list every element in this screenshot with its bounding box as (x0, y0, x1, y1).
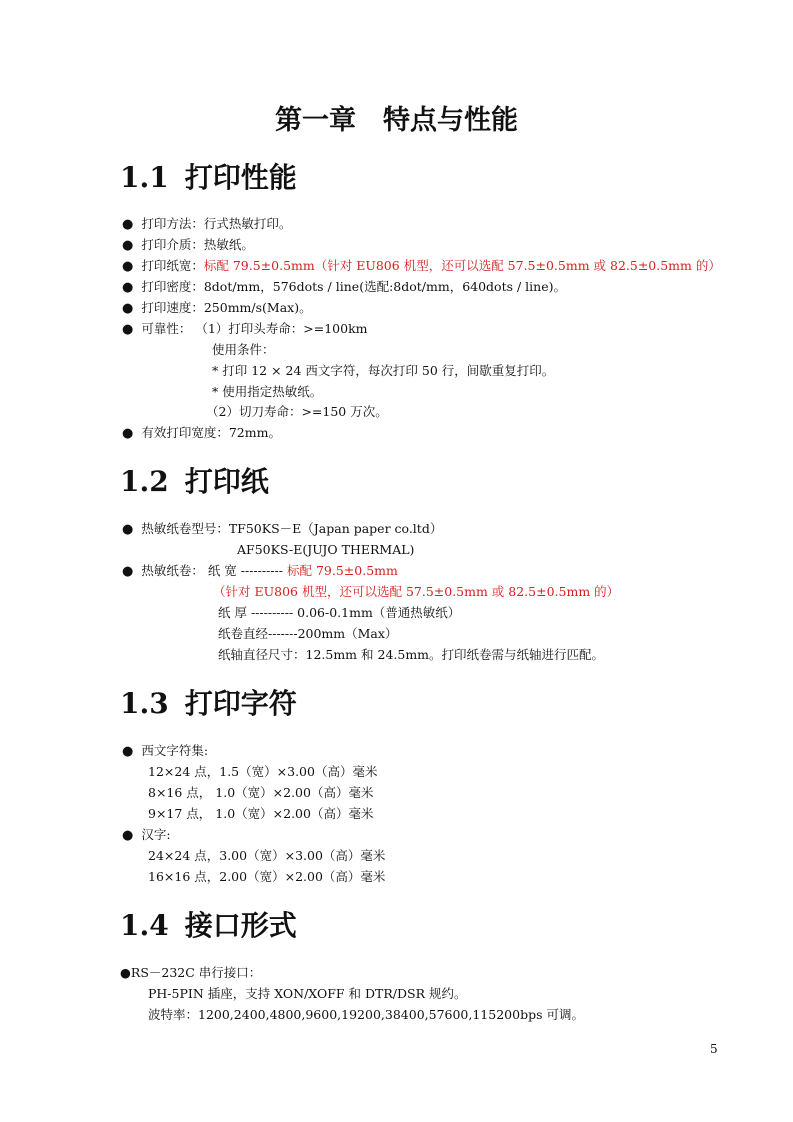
paper-thickness: 纸 厚 ---------- 0.06-0.1mm（普通热敏纸） (218, 605, 461, 620)
bullet-item-reliability: ● 可靠性： （1）打印头寿命：>=100km (122, 321, 368, 338)
paper-width-label: 打印纸宽： (141, 258, 204, 273)
bullet-item-print-density: ● 打印密度：8dot/mm，576dots / line(选配:8dot/mm，640dots / line)。 (122, 279, 566, 296)
paper-width-value: 标配 79.5±0.5mm（针对 EU806 机型，还可以选配 57.5±0.5mm 或 82.5±0.5mm 的） (203, 258, 721, 273)
section-heading-1-1 (120, 160, 297, 196)
bullet-item-effective-width: ● 有效打印宽度：72mm。 (122, 425, 281, 442)
bullet-item-paper-model: ● 热敏纸卷型号：TF50KS－E（Japan paper co.ltd） (122, 521, 442, 538)
rs232c-interface: ●RS－232C 串行接口： (120, 965, 262, 980)
interface-connector: PH-5PIN 插座，支持 XON/XOFF 和 DTR/DSR 规约。 (148, 986, 467, 1001)
baud-rate: 波特率：1200,2400,4800,9600,19200,38400,57600,115200bps 可调。 (148, 1007, 584, 1022)
bullet-item-print-method: ● 打印方法：行式热敏打印。 (122, 216, 291, 233)
section-number: 1.4 (120, 909, 169, 942)
section-heading-1-2 (120, 464, 269, 500)
chinese-font-16x16: 16×16 点，2.00（宽）×2.00（高）毫米 (148, 869, 386, 884)
section-number: 1.2 (120, 465, 169, 498)
paper-roll-width-note: （针对 EU806 机型，还可以选配 57.5±0.5mm 或 82.5±0.5mm 的） (213, 584, 620, 599)
section-title: 打印字符 (184, 687, 297, 720)
paper-roll-label: 热敏纸卷： 纸 宽 ---------- (141, 563, 287, 578)
chinese-font-24x24: 24×24 点，3.00（宽）×3.00（高）毫米 (148, 848, 386, 863)
bullet-item-paper-width (122, 258, 721, 275)
section-title: 打印性能 (184, 161, 297, 194)
cutter-life: （2）切刀寿命：>=150 万次。 (206, 404, 388, 419)
reliability-condition-1: * 打印 12 × 24 西文字符，每次打印 50 行，间歇重复打印。 (212, 363, 555, 378)
core-diameter: 纸轴直径尺寸：12.5mm 和 24.5mm。打印纸卷需与纸轴进行匹配。 (218, 647, 605, 662)
western-font-12x24: 12×24 点，1.5（宽）×3.00（高）毫米 (148, 764, 378, 779)
paper-model-alt: AF50KS-E(JUJO THERMAL) (237, 542, 415, 557)
bullet-item-print-speed: ● 打印速度：250mm/s(Max)。 (122, 300, 312, 317)
section-title: 打印纸 (184, 465, 269, 498)
section-number: 1.1 (120, 161, 169, 194)
western-font-8x16: 8×16 点， 1.0（宽）×2.00（高）毫米 (148, 785, 374, 800)
bullet-item-print-medium: ● 打印介质：热敏纸。 (122, 237, 254, 254)
reliability-conditions-label: 使用条件： (212, 342, 275, 357)
roll-diameter: 纸卷直经-------200mm（Max） (218, 626, 398, 641)
bullet-item-paper-roll (122, 563, 398, 580)
bullet-item-chinese-charset: ● 汉字: (122, 827, 171, 844)
section-number: 1.3 (120, 687, 169, 720)
section-heading-1-4 (120, 908, 297, 944)
chapter-title: 第一章 特点与性能 (275, 105, 518, 136)
page-number: 5 (710, 1042, 718, 1056)
paper-roll-width-value: 标配 79.5±0.5mm (286, 563, 398, 578)
bullet-item-western-charset: ● 西文字符集: (122, 743, 208, 760)
section-heading-1-3 (120, 686, 297, 722)
section-title: 接口形式 (184, 909, 297, 942)
western-font-9x17: 9×17 点， 1.0（宽）×2.00（高）毫米 (148, 806, 374, 821)
reliability-condition-2: * 使用指定热敏纸。 (212, 384, 323, 399)
